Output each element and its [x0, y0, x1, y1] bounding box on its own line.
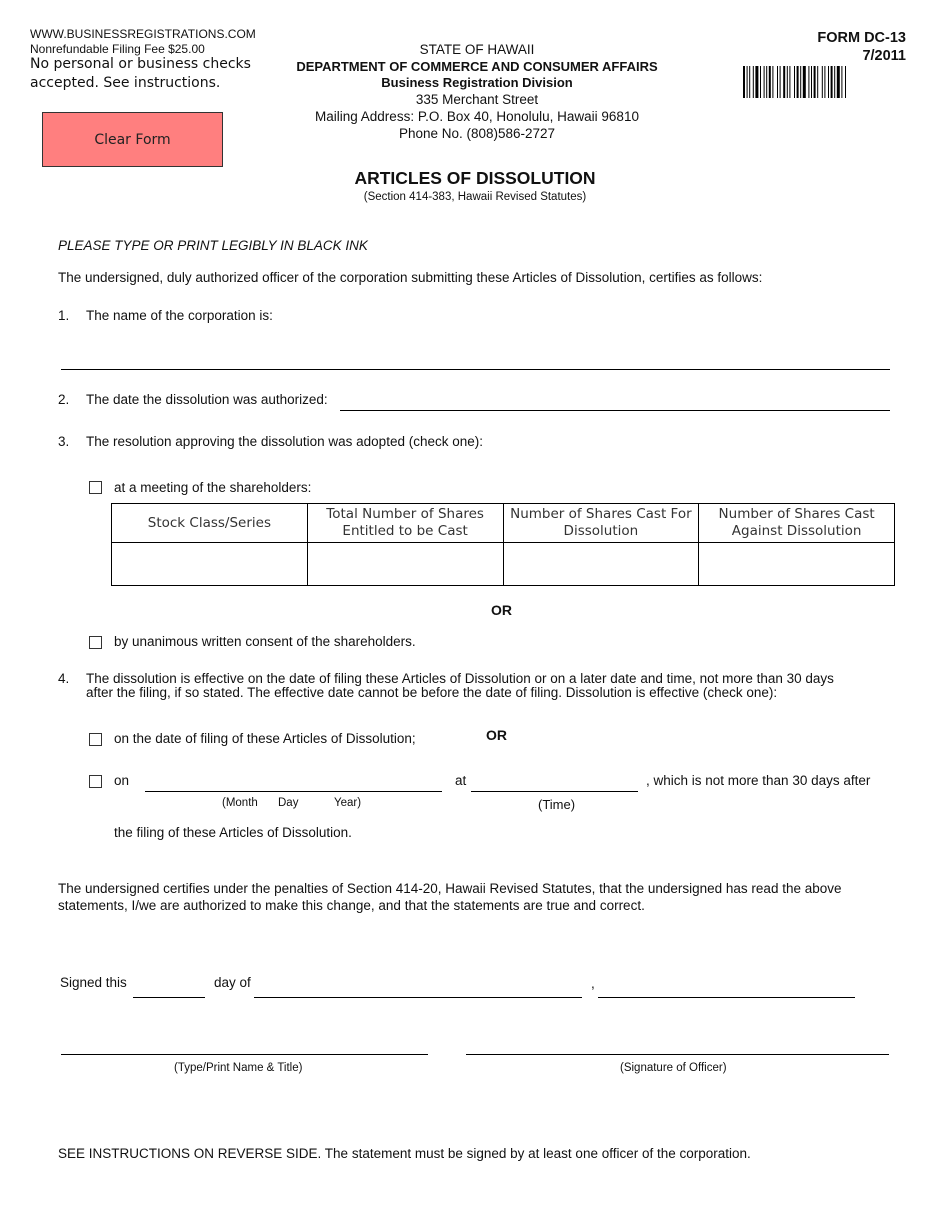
agency-header — [250, 42, 704, 142]
item-4-text-line2: after the filing, if so stated. The effective date cannot be before the date of filing. Dissolution is effective (check one): — [86, 685, 778, 700]
signed-month-field[interactable] — [254, 997, 582, 998]
form-subtitle: (Section 414-383, Hawaii Revised Statutes) — [363, 191, 587, 203]
unanimous-consent-label: by unanimous written consent of the shareholders. — [114, 634, 416, 649]
certification-line1: The undersigned certifies under the penalties of Section 414-20, Hawaii Revised Statutes, that the undersigned has read the above — [58, 881, 842, 896]
item-4-text-line1: The dissolution is effective on the date of filing these Articles of Dissolution or on a later date and time, not more than 30 days — [86, 671, 834, 686]
clear-form-button[interactable]: Clear Form — [42, 112, 223, 167]
officer-signature-field[interactable] — [466, 1054, 889, 1055]
filing-date-label: on the date of filing of these Articles of Dissolution; — [114, 731, 416, 746]
item-2-label: The date the dissolution was authorized: — [86, 392, 328, 407]
item-1-label: The name of the corporation is: — [86, 308, 273, 323]
year-caption: Year) — [334, 797, 362, 809]
unanimous-consent-checkbox[interactable] — [89, 636, 102, 649]
later-date-at-label: at — [455, 773, 467, 788]
signed-day-field[interactable] — [133, 997, 205, 998]
website-url: WWW.BUSINESSREGISTRATIONS.COM — [30, 27, 256, 41]
item-2-number: 2. — [58, 392, 70, 407]
item-3-number: 3. — [58, 434, 70, 449]
form-number: FORM DC-13 — [817, 30, 906, 46]
print-name-title-field[interactable] — [61, 1054, 428, 1055]
header-total-shares: Total Number of Shares Entitled to be Cast — [307, 504, 503, 543]
shares-against-cell[interactable] — [699, 543, 895, 586]
time-caption: (Time) — [538, 797, 576, 812]
later-date-on-label: on — [114, 773, 130, 788]
table-row — [112, 543, 895, 586]
month-caption: (Month — [222, 797, 258, 809]
stock-class-cell[interactable] — [112, 543, 308, 586]
form-id — [700, 29, 906, 65]
dissolution-date-field[interactable] — [340, 410, 890, 411]
shareholder-meeting-label: at a meeting of the shareholders: — [114, 480, 312, 495]
header-stock-class: Stock Class/Series — [112, 504, 308, 543]
checks-notice-line1: No personal or business checks — [30, 56, 251, 72]
mailing-address: Mailing Address: P.O. Box 40, Honolulu, Hawaii 96810 — [315, 108, 639, 124]
item-1-number: 1. — [58, 308, 70, 323]
date-comma: , — [591, 976, 595, 991]
barcode-image — [743, 66, 906, 98]
state-name: STATE OF HAWAII — [419, 42, 535, 57]
item-4-number: 4. — [58, 671, 70, 686]
certification-line2: statements, I/we are authorized to make this change, and that the statements are true and correct. — [58, 898, 645, 913]
later-date-checkbox[interactable] — [89, 775, 102, 788]
filing-date-checkbox[interactable] — [89, 733, 102, 746]
header-shares-for: Number of Shares Cast For Dissolution — [503, 504, 699, 543]
effective-time-field[interactable] — [471, 791, 638, 792]
print-name-caption: (Type/Print Name & Title) — [174, 1062, 303, 1074]
phone-number: Phone No. (808)586-2727 — [398, 125, 556, 141]
street-address: 335 Merchant Street — [415, 92, 539, 108]
later-date-limit-text: , which is not more than 30 days after — [646, 773, 871, 788]
checks-notice-line2: accepted. See instructions. — [30, 75, 221, 91]
ink-instruction: PLEASE TYPE OR PRINT LEGIBLY IN BLACK INK — [58, 238, 368, 253]
header-shares-against: Number of Shares Cast Against Dissolution — [699, 504, 895, 543]
intro-statement: The undersigned, duly authorized officer of the corporation submitting these Articles of Dissolution, certifies as follows: — [58, 270, 763, 285]
shares-table — [111, 503, 895, 586]
signed-year-field[interactable] — [598, 997, 855, 998]
footer-instructions: SEE INSTRUCTIONS ON REVERSE SIDE. The statement must be signed by at least one officer of the corporation. — [58, 1146, 751, 1161]
or-separator-3: OR — [491, 602, 512, 618]
signed-this-label: Signed this — [60, 975, 127, 990]
shareholder-meeting-checkbox[interactable] — [89, 481, 102, 494]
day-of-label: day of — [214, 975, 251, 990]
total-shares-cell[interactable] — [307, 543, 503, 586]
or-separator-4: OR — [486, 727, 507, 743]
filing-fee: Nonrefundable Filing Fee $25.00 — [30, 42, 205, 56]
department-name: DEPARTMENT OF COMMERCE AND CONSUMER AFFAIRS — [296, 58, 658, 74]
form-title: ARTICLES OF DISSOLUTION — [354, 168, 596, 188]
effective-date-field[interactable] — [145, 791, 442, 792]
day-caption: Day — [278, 797, 299, 809]
signature-caption: (Signature of Officer) — [620, 1062, 727, 1074]
filing-continuation-text: the filing of these Articles of Dissolution. — [114, 825, 352, 840]
shares-for-cell[interactable] — [503, 543, 699, 586]
form-revision-date: 7/2011 — [862, 48, 906, 64]
corporation-name-field[interactable] — [61, 369, 890, 370]
division-name: Business Registration Division — [381, 75, 573, 91]
item-3-label: The resolution approving the dissolution was adopted (check one): — [86, 434, 483, 449]
table-header-row — [112, 504, 895, 543]
